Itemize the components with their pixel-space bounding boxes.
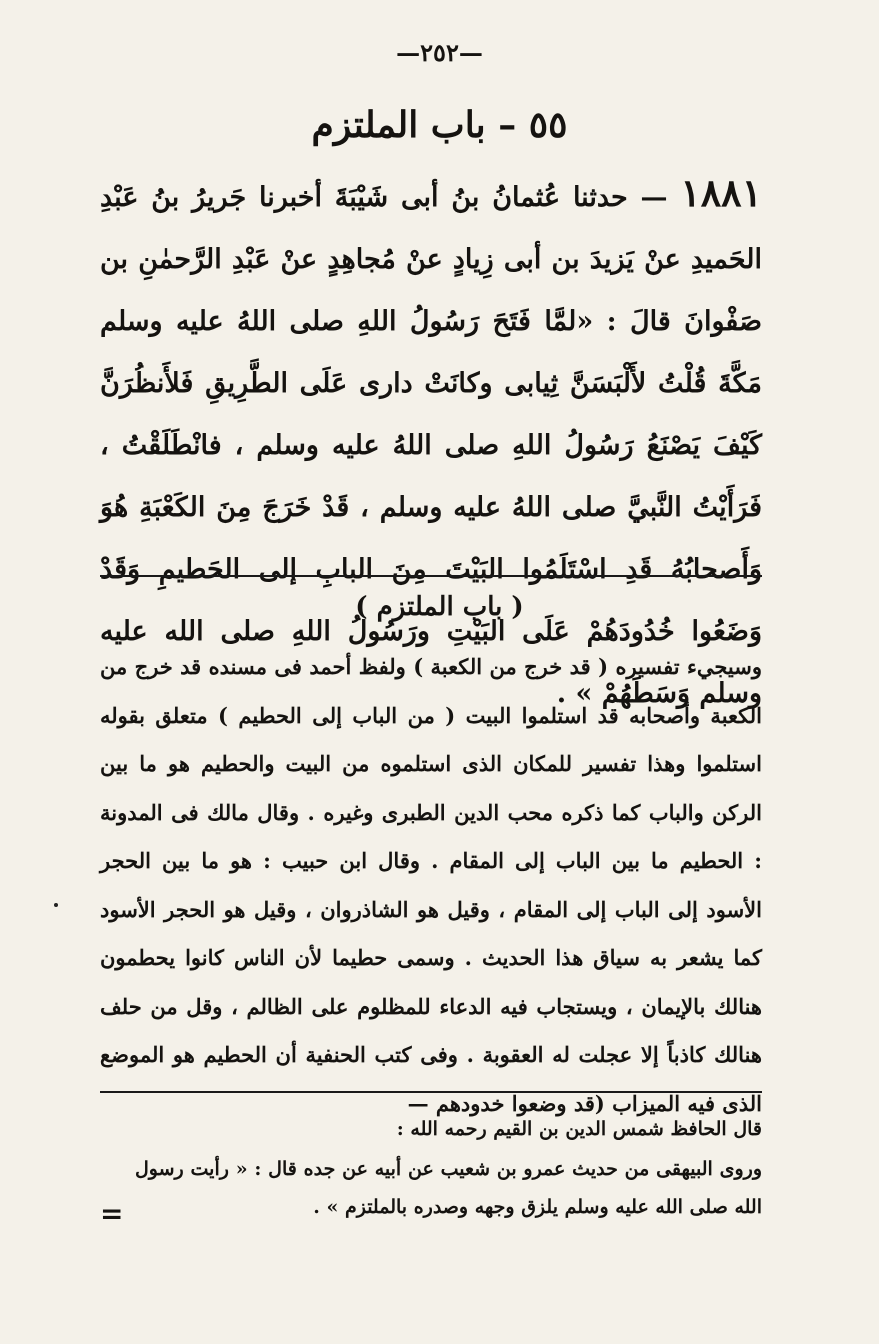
page-number: —٢٥٢— — [396, 38, 483, 67]
chapter-title: باب الملتزم — [311, 104, 486, 146]
footnote-divider — [100, 1091, 762, 1093]
chapter-dash: – — [485, 104, 529, 146]
chapter-heading — [0, 104, 879, 146]
commentary-body: وسيجيء تفسيره ( قد خرج من الكعبة ) ولفظ أحمد فى مسنده قد خرج من الكعبة وأصحابه قد استلموا البيت ( من الباب إلى الحطيم ) متعلق بقوله استلموا وهذا تفسير للمكان الذى استلموه من البيت والحطيم هو ما بين الركن والباب كما ذكره محب الدين الطبرى وغيره . وقال مالك فى المدونة : الحطيم ما بين الباب إلى المقام . وقال ابن حبيب : هو ما بين الحجر الأسود إلى الباب إلى المقام ، وقيل هو الشاذروان ، وقيل هو الحجر الأسود كما يشعر به سياق هذا الحديث . وسمى حطيما لأن الناس كانوا يحطمون هنالك بالإيمان ، ويستجاب فيه الدعاء للمظلوم على الظالم ، وقل من حلف هنالك كاذباً إلا عجلت له العقوبة . وفى كتب الحنفية أن الحطيم هو الموضع الذى فيه الميزاب (قد وضعوا خدودهم — — [100, 654, 762, 1116]
stray-ink-dot — [54, 903, 58, 907]
chapter-number: ٥٥ — [528, 104, 568, 146]
end-mark: = — [100, 1197, 124, 1230]
footnote-body: وروى البيهقى من حديث عمرو بن شعيب عن أبيه عن جده قال : « رأيت رسول الله صلى الله عليه وسلم يلزق وجهه وصدره بالملتزم » . — [135, 1158, 762, 1218]
section-divider — [100, 575, 762, 577]
hadith-text-block — [100, 162, 762, 725]
commentary-title: ( باب الملتزم ) — [355, 592, 524, 622]
hadith-number: ١٨٨١ — [680, 170, 762, 215]
footnote-heading: قال الحافظ شمس الدين بن القيم رحمه الله : — [396, 1118, 762, 1140]
hadith-body: — حدثنا عُثمانُ بنُ أبى شَيْبَةَ أخبرنا جَريرُ بنُ عَبْدِ الحَميدِ عنْ يَزيدَ بن أبى زِيادٍ عنْ مُجاهِدٍ عنْ عَبْدِ الرَّحمٰنِ بن صَفْوانَ قالَ : «لمَّا فَتَحَ رَسُولُ اللهِ صلى اللهُ عليه وسلم مَكَّةَ قُلْتُ لأَلْبَسَنَّ ثِيابى وكانَتْ دارى عَلَى الطَّرِيقِ فَلأَنظُرَنَّ كَيْفَ يَصْنَعُ رَسُولُ اللهِ صلى اللهُ عليه وسلم ، فانْطَلَقْتُ ، فَرَأَيْتُ النَّبيَّ صلى اللهُ عليه وسلم ، قَدْ خَرَجَ مِنَ الكَعْبَةِ هُوَ وَأَصحابُهُ قَدِ اسْتَلَمُوا البَيْتَ مِنَ البابِ إلى الحَطيمِ وَقَدْ وَضَعُوا خُدُودَهُمْ عَلَى البَيْتِ ورَسُولُ اللهِ صلى الله عليه وسلم وَسَطَهُمْ » . — [100, 182, 762, 709]
